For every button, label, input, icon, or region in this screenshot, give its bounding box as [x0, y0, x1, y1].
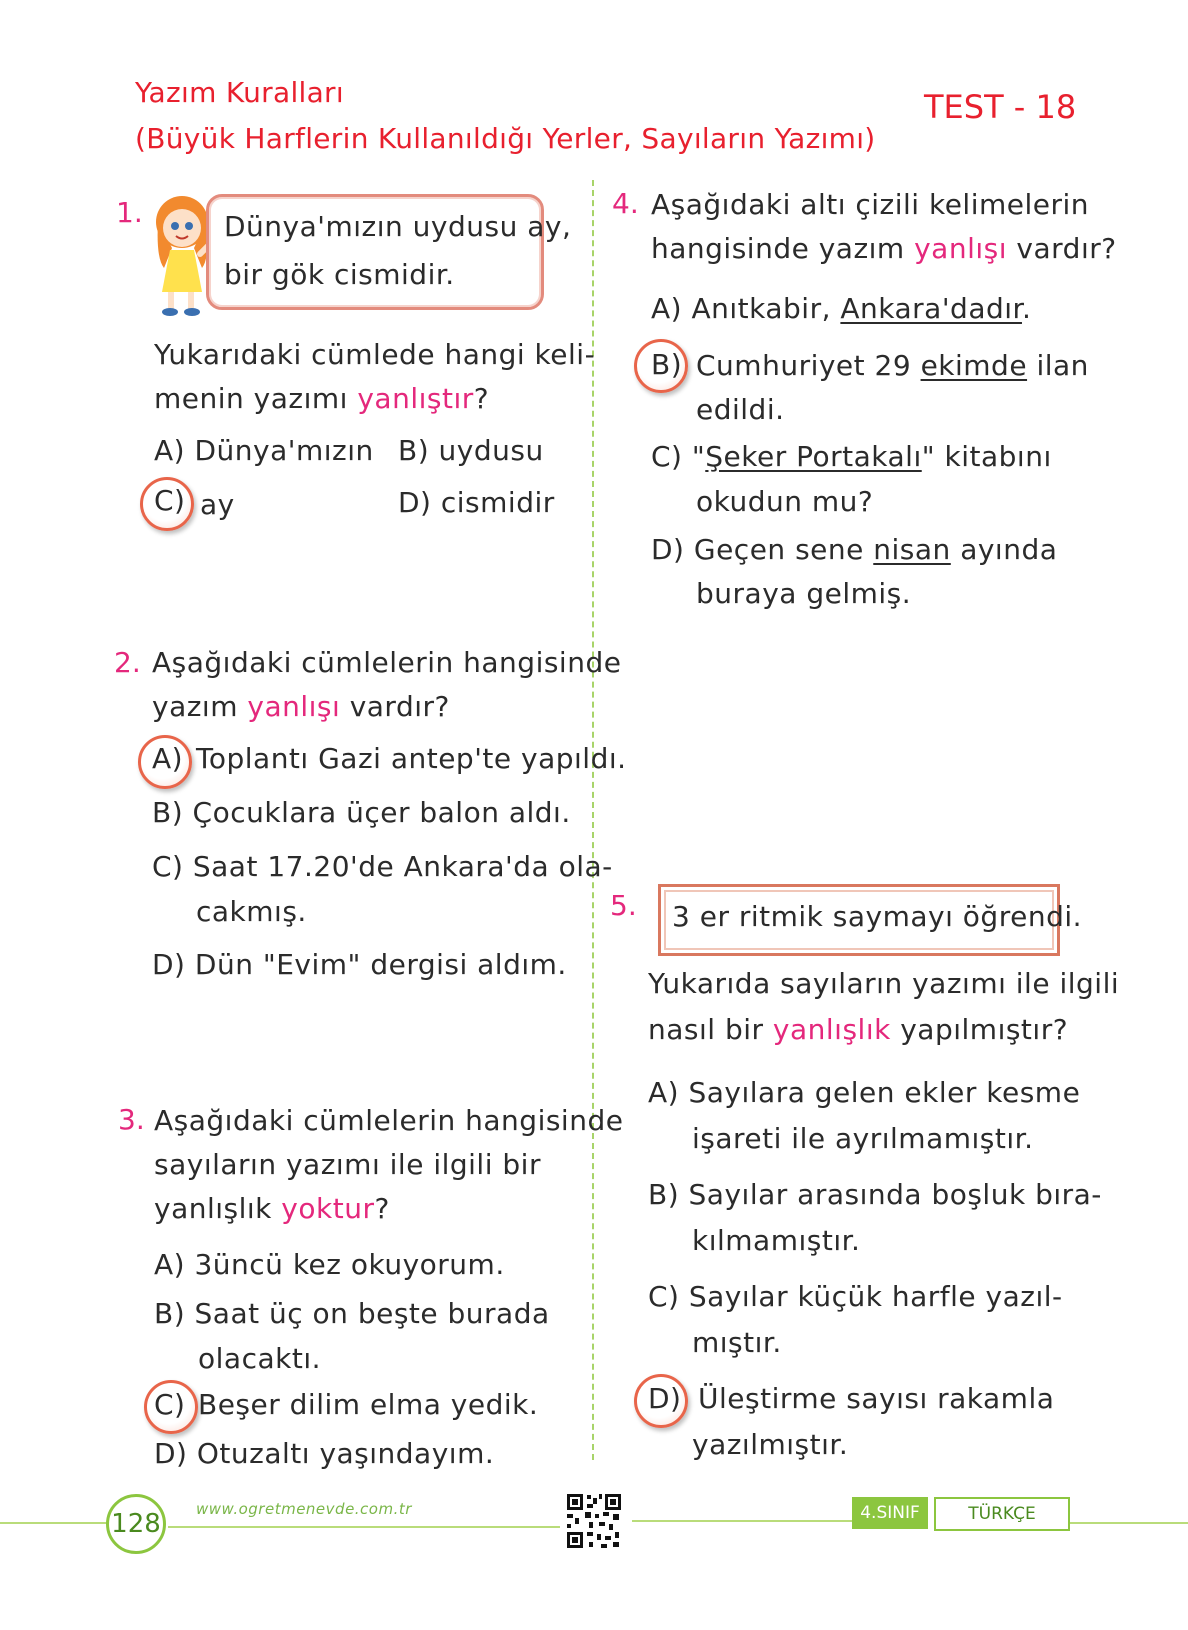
- q3-option-b-line-1[interactable]: B) Saat üç on beşte burada: [154, 1297, 550, 1330]
- q4-option-c-line-2[interactable]: okudun mu?: [696, 485, 874, 518]
- question-5-text-line-2: nasıl bir yanlışlık yapılmıştır?: [648, 1013, 1069, 1046]
- subject-badge: TÜRKÇE: [934, 1497, 1070, 1531]
- q4-option-b-line-1[interactable]: Cumhuriyet 29 ekimde ilan: [696, 349, 1089, 382]
- q4-option-d-line-1[interactable]: D) Geçen sene nisan ayında: [651, 533, 1058, 566]
- footer-line-mid-right: [632, 1520, 852, 1522]
- question-1-number: 1.: [116, 196, 143, 229]
- q5-option-b-line-2[interactable]: kılmamıştır.: [692, 1224, 861, 1257]
- question-2-text-line-2: yazım yanlışı vardır?: [152, 690, 450, 723]
- question-5-box-text: 3 er ritmik saymayı öğrendi.: [672, 900, 1083, 933]
- question-3-number: 3.: [118, 1103, 145, 1136]
- question-3-text-line-1: Aşağıdaki cümlelerin hangisinde: [154, 1104, 624, 1137]
- website-link[interactable]: www.ogretmenevde.com.tr: [196, 1500, 412, 1518]
- q5-option-a-line-1[interactable]: A) Sayılara gelen ekler kesme: [648, 1076, 1081, 1109]
- question-4-text-line-2: hangisinde yazım yanlışı vardır?: [651, 232, 1117, 265]
- q5-option-b-line-1[interactable]: B) Sayılar arasında boşluk bıra-: [648, 1178, 1102, 1211]
- bubble-line-2: bir gök cismidir.: [224, 258, 455, 291]
- q2-option-d[interactable]: D) Dün "Evim" dergisi aldım.: [152, 948, 567, 981]
- question-4-number: 4.: [612, 187, 639, 220]
- test-label: TEST - 18: [924, 88, 1077, 126]
- q2-option-a-letter[interactable]: A): [152, 742, 184, 775]
- q1-option-b[interactable]: B) uydusu: [398, 434, 544, 467]
- q3-option-b-line-2[interactable]: olacaktı.: [198, 1342, 321, 1375]
- question-3-text-line-3: yanlışlık yoktur?: [154, 1192, 390, 1225]
- q5-option-d-letter[interactable]: D): [648, 1382, 682, 1415]
- q2-option-b[interactable]: B) Çocuklara üçer balon aldı.: [152, 796, 571, 829]
- q1-option-a[interactable]: A) Dünya'mızın: [154, 434, 374, 467]
- q5-option-d-line-1[interactable]: Üleştirme sayısı rakamla: [698, 1382, 1055, 1415]
- q1-option-c-text[interactable]: ay: [200, 488, 235, 521]
- question-1-text-line-1: Yukarıdaki cümlede hangi keli-: [154, 338, 596, 371]
- section-subtitle: (Büyük Harflerin Kullanıldığı Yerler, Sayıların Yazımı): [135, 122, 876, 155]
- footer-line-left: [0, 1522, 108, 1524]
- question-5-text-line-1: Yukarıda sayıların yazımı ile ilgili: [648, 967, 1120, 1000]
- section-title: Yazım Kuralları: [135, 76, 344, 109]
- q3-option-a[interactable]: A) 3üncü kez okuyorum.: [154, 1248, 505, 1281]
- q4-option-c-line-1[interactable]: C) "Şeker Portakalı" kitabını: [651, 440, 1052, 473]
- q5-option-a-line-2[interactable]: işareti ile ayrılmamıştır.: [692, 1122, 1034, 1155]
- question-2-number: 2.: [114, 646, 141, 679]
- q1-option-c-letter[interactable]: C): [154, 484, 186, 517]
- q4-option-d-line-2[interactable]: buraya gelmiş.: [696, 577, 912, 610]
- question-2-text-line-1: Aşağıdaki cümlelerin hangisinde: [152, 646, 622, 679]
- question-5-number: 5.: [610, 889, 637, 922]
- grade-badge: 4.SINIF: [852, 1497, 928, 1529]
- qr-code[interactable]: [565, 1492, 623, 1550]
- q2-option-a-text[interactable]: Toplantı Gazi antep'te yapıldı.: [196, 742, 627, 775]
- page-number: 128: [106, 1494, 166, 1554]
- q2-option-c-line-1[interactable]: C) Saat 17.20'de Ankara'da ola-: [152, 850, 613, 883]
- q1-option-d[interactable]: D) cismidir: [398, 486, 555, 519]
- q5-option-d-line-2[interactable]: yazılmıştır.: [692, 1428, 849, 1461]
- question-3-text-line-2: sayıların yazımı ile ilgili bir: [154, 1148, 541, 1181]
- q5-option-c-line-2[interactable]: mıştır.: [692, 1326, 782, 1359]
- question-4-text-line-1: Aşağıdaki altı çizili kelimelerin: [651, 188, 1090, 221]
- q2-option-c-line-2[interactable]: cakmış.: [196, 895, 307, 928]
- q3-option-c-letter[interactable]: C): [154, 1388, 186, 1421]
- q4-option-b-letter[interactable]: B): [651, 348, 683, 381]
- question-1-text-line-2: menin yazımı yanlıştır?: [154, 382, 490, 415]
- q3-option-d[interactable]: D) Otuzaltı yaşındayım.: [154, 1437, 495, 1470]
- girl-illustration: [152, 188, 214, 320]
- q5-option-c-line-1[interactable]: C) Sayılar küçük harfle yazıl-: [648, 1280, 1063, 1313]
- footer-line-mid-left: [168, 1526, 560, 1528]
- q4-option-a[interactable]: A) Anıtkabir, Ankara'dadır.: [651, 292, 1032, 325]
- q3-option-c-text[interactable]: Beşer dilim elma yedik.: [198, 1388, 539, 1421]
- footer-line-right: [1068, 1522, 1188, 1524]
- bubble-line-1: Dünya'mızın uydusu ay,: [224, 210, 572, 243]
- q4-option-b-line-2[interactable]: edildi.: [696, 393, 785, 426]
